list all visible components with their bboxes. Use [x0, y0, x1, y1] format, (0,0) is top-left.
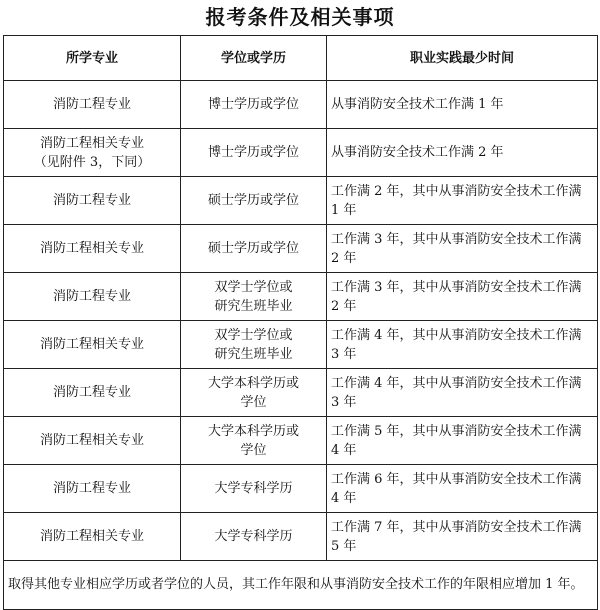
degree-cell-line: 博士学历或学位 [207, 97, 299, 112]
practice-time-cell-line: 2 年 [331, 250, 357, 266]
practice-time-cell-line: 工作满 5 年，其中从事消防安全技术工作满 [331, 423, 582, 439]
practice-time-cell-line: 5 年 [331, 538, 357, 554]
practice-time-cell-line: 3 年 [331, 346, 357, 362]
major-cell [4, 129, 181, 177]
degree-cell [181, 177, 327, 225]
major-cell [4, 465, 181, 513]
table-row [4, 129, 598, 177]
practice-time-cell [327, 465, 598, 513]
major-cell [4, 81, 181, 129]
table-row [4, 321, 598, 369]
practice-time-cell [327, 321, 598, 369]
practice-time-cell [327, 177, 598, 225]
practice-time-cell [327, 417, 598, 465]
practice-time-cell [327, 273, 598, 321]
major-cell [4, 177, 181, 225]
degree-cell-line: 硕士学历或学位 [207, 241, 299, 256]
header-degree: 学位或学历 [181, 36, 327, 81]
practice-time-cell-line: 1 年 [331, 202, 357, 218]
table-body [4, 81, 598, 561]
practice-time-cell [327, 369, 598, 417]
practice-time-cell-line: 从事消防安全技术工作满 2 年 [331, 145, 504, 160]
degree-cell-line: 大学专科学历 [214, 481, 293, 496]
degree-cell-line: 博士学历或学位 [207, 145, 299, 160]
degree-cell-line: 研究生班毕业 [214, 298, 293, 314]
degree-cell-line: 学位 [240, 394, 267, 410]
degree-cell [181, 225, 327, 273]
degree-cell [181, 417, 327, 465]
page-title: 报考条件及相关事项 [205, 5, 395, 29]
major-cell-line: （见附件 3，下同） [33, 154, 151, 170]
degree-cell-line: 大学本科学历或 [207, 375, 299, 391]
degree-cell [181, 465, 327, 513]
practice-time-cell-line: 工作满 4 年，其中从事消防安全技术工作满 [331, 327, 582, 343]
practice-time-cell-line: 工作满 4 年，其中从事消防安全技术工作满 [331, 375, 582, 391]
practice-time-cell-line: 2 年 [331, 298, 357, 314]
major-cell [4, 225, 181, 273]
major-cell-line: 消防工程专业 [52, 289, 131, 304]
major-cell-line: 消防工程相关专业 [39, 433, 144, 448]
degree-cell [181, 369, 327, 417]
major-cell-line: 消防工程专业 [52, 193, 131, 208]
table-row [4, 81, 598, 129]
degree-cell-line: 学位 [240, 442, 267, 458]
practice-time-cell-line: 从事消防安全技术工作满 1 年 [331, 97, 504, 112]
table-row [4, 369, 598, 417]
major-cell [4, 369, 181, 417]
major-cell-line: 消防工程相关专业 [39, 529, 144, 544]
major-cell-line: 消防工程专业 [52, 481, 131, 496]
degree-cell-line: 双学士学位或 [214, 327, 293, 343]
table-row [4, 273, 598, 321]
major-cell [4, 513, 181, 561]
practice-time-cell-line: 4 年 [331, 442, 357, 458]
practice-time-cell [327, 81, 598, 129]
table-row [4, 513, 598, 561]
table-row [4, 465, 598, 513]
practice-time-cell-line: 工作满 2 年，其中从事消防安全技术工作满 [331, 183, 582, 199]
practice-time-cell [327, 513, 598, 561]
degree-cell-line: 硕士学历或学位 [207, 193, 299, 208]
major-cell-line: 消防工程相关专业 [39, 337, 144, 352]
table-row [4, 225, 598, 273]
header-practice-time: 职业实践最少时间 [327, 36, 598, 81]
degree-cell [181, 273, 327, 321]
table-header-row [4, 36, 598, 81]
major-cell [4, 321, 181, 369]
practice-time-cell [327, 129, 598, 177]
table-row [4, 177, 598, 225]
table-row [4, 417, 598, 465]
degree-cell [181, 513, 327, 561]
degree-cell [181, 129, 327, 177]
practice-time-cell-line: 工作满 3 年，其中从事消防安全技术工作满 [331, 279, 582, 295]
footnote: 取得其他专业相应学历或者学位的人员，其工作年限和从事消防安全技术工作的年限相应增加 1 年。 [4, 561, 598, 610]
degree-cell [181, 81, 327, 129]
major-cell [4, 273, 181, 321]
practice-time-cell [327, 225, 598, 273]
header-major: 所学专业 [4, 36, 181, 81]
practice-time-cell-line: 4 年 [331, 490, 357, 506]
major-cell-line: 消防工程专业 [52, 385, 131, 400]
degree-cell-line: 研究生班毕业 [214, 346, 293, 362]
practice-time-cell-line: 3 年 [331, 394, 357, 410]
major-cell-line: 消防工程相关专业 [39, 241, 144, 256]
major-cell-line: 消防工程专业 [52, 97, 131, 112]
degree-cell-line: 大学本科学历或 [207, 423, 299, 439]
major-cell [4, 417, 181, 465]
practice-time-cell-line: 工作满 3 年，其中从事消防安全技术工作满 [331, 231, 582, 247]
degree-cell-line: 大学专科学历 [214, 529, 293, 544]
requirements-table [3, 35, 598, 610]
practice-time-cell-line: 工作满 7 年，其中从事消防安全技术工作满 [331, 519, 582, 535]
degree-cell [181, 321, 327, 369]
degree-cell-line: 双学士学位或 [214, 279, 293, 295]
practice-time-cell-line: 工作满 6 年，其中从事消防安全技术工作满 [331, 471, 582, 487]
footnote-row [4, 561, 598, 610]
major-cell-line: 消防工程相关专业 [39, 135, 144, 151]
